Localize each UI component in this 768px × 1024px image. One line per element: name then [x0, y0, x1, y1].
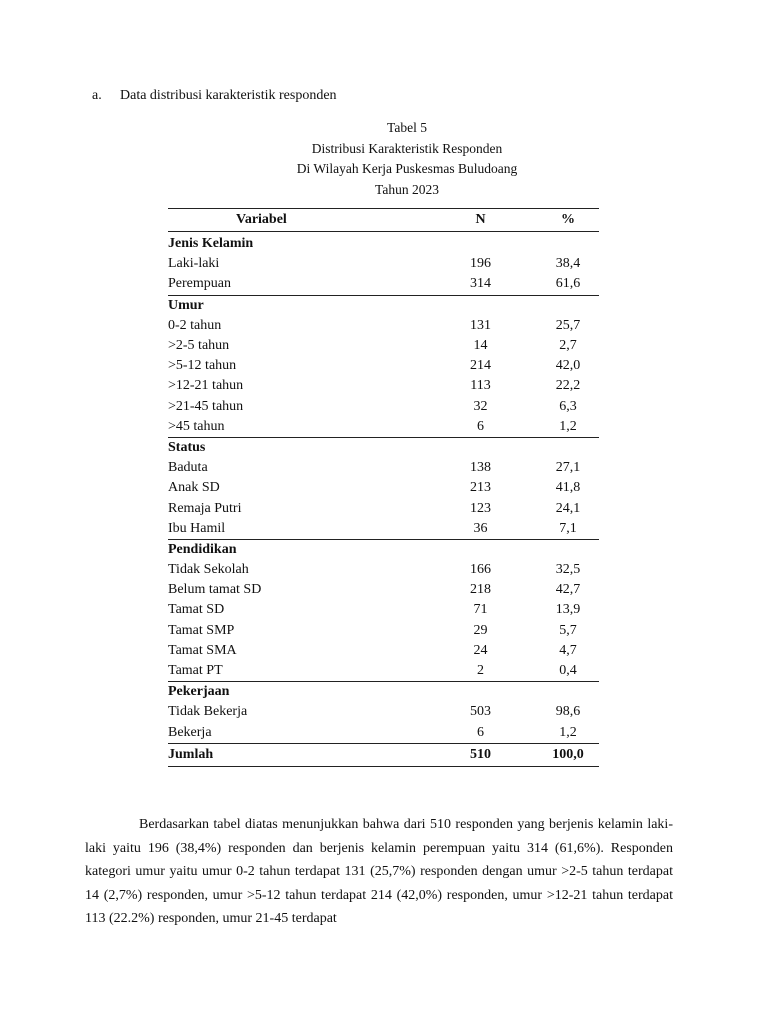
table-row [168, 254, 599, 274]
table-row [168, 458, 599, 478]
cell-percent: 7,1 [559, 520, 577, 536]
group-row [168, 232, 599, 255]
group-title: Umur [168, 295, 599, 316]
cell-n: 166 [470, 562, 491, 578]
paragraph-text: Berdasarkan tabel diatas menunjukkan bahwa dari 510 responden yang berjenis kelamin laki- laki yaitu 196 (38,4%) responden dan berjenis kelamin perempuan yaitu 314 (61,6%). Responden kategori umur yaitu umur 0-2 tahun terdapat 131 (25,7%) responden dengan umur >2-5 tahun terdapat 14 (2,7%) responden, umur >5-12 tahun terdapat 214 (42,0%) responden, umur >12-21 tahun terdapat 113 (22.2%) responden, umur 21-45 terdapat [85, 817, 673, 927]
cell-label: Bekerja [168, 724, 212, 740]
cell-percent: 41,8 [555, 480, 581, 496]
group-title: Pendidikan [168, 539, 599, 560]
group-row [168, 539, 599, 560]
table-row [168, 600, 599, 620]
cell-n: 196 [470, 256, 491, 272]
cell-percent: 4,7 [559, 642, 577, 658]
cell-percent: 24,1 [555, 500, 581, 516]
cell-label: 0-2 tahun [168, 317, 222, 333]
cell-percent: 38,4 [555, 256, 581, 272]
cell-label: Belum tamat SD [168, 582, 262, 598]
cell-n: 138 [470, 460, 491, 476]
table-row [168, 498, 599, 518]
table-row [168, 641, 599, 661]
cell-label: Baduta [168, 460, 208, 476]
table-body [168, 232, 599, 767]
table-header-row [168, 209, 599, 232]
cell-percent: 13,9 [555, 602, 581, 618]
cell-percent: 98,6 [555, 704, 581, 720]
cell-n: 71 [473, 602, 488, 618]
cell-percent: 61,6 [555, 276, 581, 292]
table-number: Tabel 5 [387, 120, 427, 135]
cell-percent: 5,7 [559, 622, 577, 638]
group-row [168, 682, 599, 703]
cell-label: Tidak Sekolah [168, 562, 249, 578]
table-row [168, 274, 599, 295]
section-heading [92, 88, 337, 104]
cell-label: >2-5 tahun [168, 338, 230, 354]
cell-percent: 32,5 [555, 562, 581, 578]
cell-percent: 2,7 [559, 338, 577, 354]
table-row [168, 519, 599, 540]
cell-n: 6 [477, 724, 484, 740]
group-row [168, 437, 599, 458]
cell-label: Tamat PT [168, 663, 223, 679]
cell-label: >21-45 tahun [168, 398, 244, 414]
table-row [168, 560, 599, 580]
cell-label: Tamat SD [168, 602, 225, 618]
cell-label: Anak SD [168, 480, 220, 496]
cell-n: 2 [477, 663, 484, 679]
cell-label: Remaja Putri [168, 500, 242, 516]
cell-n: 14 [473, 338, 488, 354]
group-title: Status [168, 437, 599, 458]
section-number: a. [92, 88, 102, 103]
table-location: Di Wilayah Kerja Puskesmas Buludoang [296, 161, 518, 176]
cell-percent: 42,7 [555, 582, 581, 598]
cell-percent: 1,2 [559, 418, 577, 434]
cell-n: 123 [470, 500, 491, 516]
table-row [168, 723, 599, 744]
total-n: 510 [424, 743, 537, 766]
cell-label: >12-21 tahun [168, 378, 244, 394]
group-row [168, 295, 599, 316]
cell-n: 113 [470, 378, 491, 394]
cell-percent: 42,0 [555, 358, 581, 374]
table-row [168, 336, 599, 356]
cell-percent: 25,7 [555, 317, 581, 333]
table-year: Tahun 2023 [375, 181, 439, 197]
cell-label: Tamat SMA [168, 642, 237, 658]
cell-label: Tidak Bekerja [168, 704, 248, 720]
cell-percent: 0,4 [559, 663, 577, 679]
cell-n: 131 [470, 317, 491, 333]
cell-label: Tamat SMP [168, 622, 235, 638]
cell-n: 32 [473, 398, 488, 414]
table-row [168, 702, 599, 722]
table-row [168, 621, 599, 641]
cell-n: 24 [473, 642, 488, 658]
cell-percent: 27,1 [555, 460, 581, 476]
table-row [168, 478, 599, 498]
cell-n: 503 [470, 704, 491, 720]
table-row [168, 316, 599, 336]
cell-label: Laki-laki [168, 256, 220, 272]
cell-n: 218 [470, 582, 491, 598]
table-row [168, 580, 599, 600]
cell-n: 314 [470, 276, 491, 292]
cell-percent: 1,2 [559, 724, 577, 740]
cell-percent: 6,3 [559, 398, 577, 414]
cell-n: 29 [473, 622, 488, 638]
header-n: N [424, 209, 537, 232]
cell-label: >5-12 tahun [168, 358, 237, 374]
cell-label: >45 tahun [168, 418, 225, 434]
total-label: Jumlah [168, 743, 424, 766]
cell-n: 36 [473, 520, 488, 536]
cell-n: 6 [477, 418, 484, 434]
cell-n: 214 [470, 358, 491, 374]
cell-percent: 22,2 [555, 378, 581, 394]
cell-label: Perempuan [168, 276, 231, 292]
table-row [168, 397, 599, 417]
table-row [168, 376, 599, 396]
header-percent: % [537, 209, 599, 232]
section-title: Data distribusi karakteristik responden [120, 88, 337, 103]
cell-label: Ibu Hamil [168, 520, 226, 536]
table-row [168, 417, 599, 438]
distribution-table [168, 208, 599, 767]
group-title: Pekerjaan [168, 682, 599, 703]
body-paragraph [85, 813, 673, 931]
total-percent: 100,0 [537, 743, 599, 766]
table-title: Distribusi Karakteristik Responden [311, 140, 503, 156]
cell-n: 213 [470, 480, 491, 496]
total-row [168, 743, 599, 766]
header-variabel: Variabel [168, 209, 424, 232]
table-row [168, 661, 599, 682]
table-caption [0, 118, 768, 200]
table-row [168, 356, 599, 376]
group-title: Jenis Kelamin [168, 236, 254, 252]
